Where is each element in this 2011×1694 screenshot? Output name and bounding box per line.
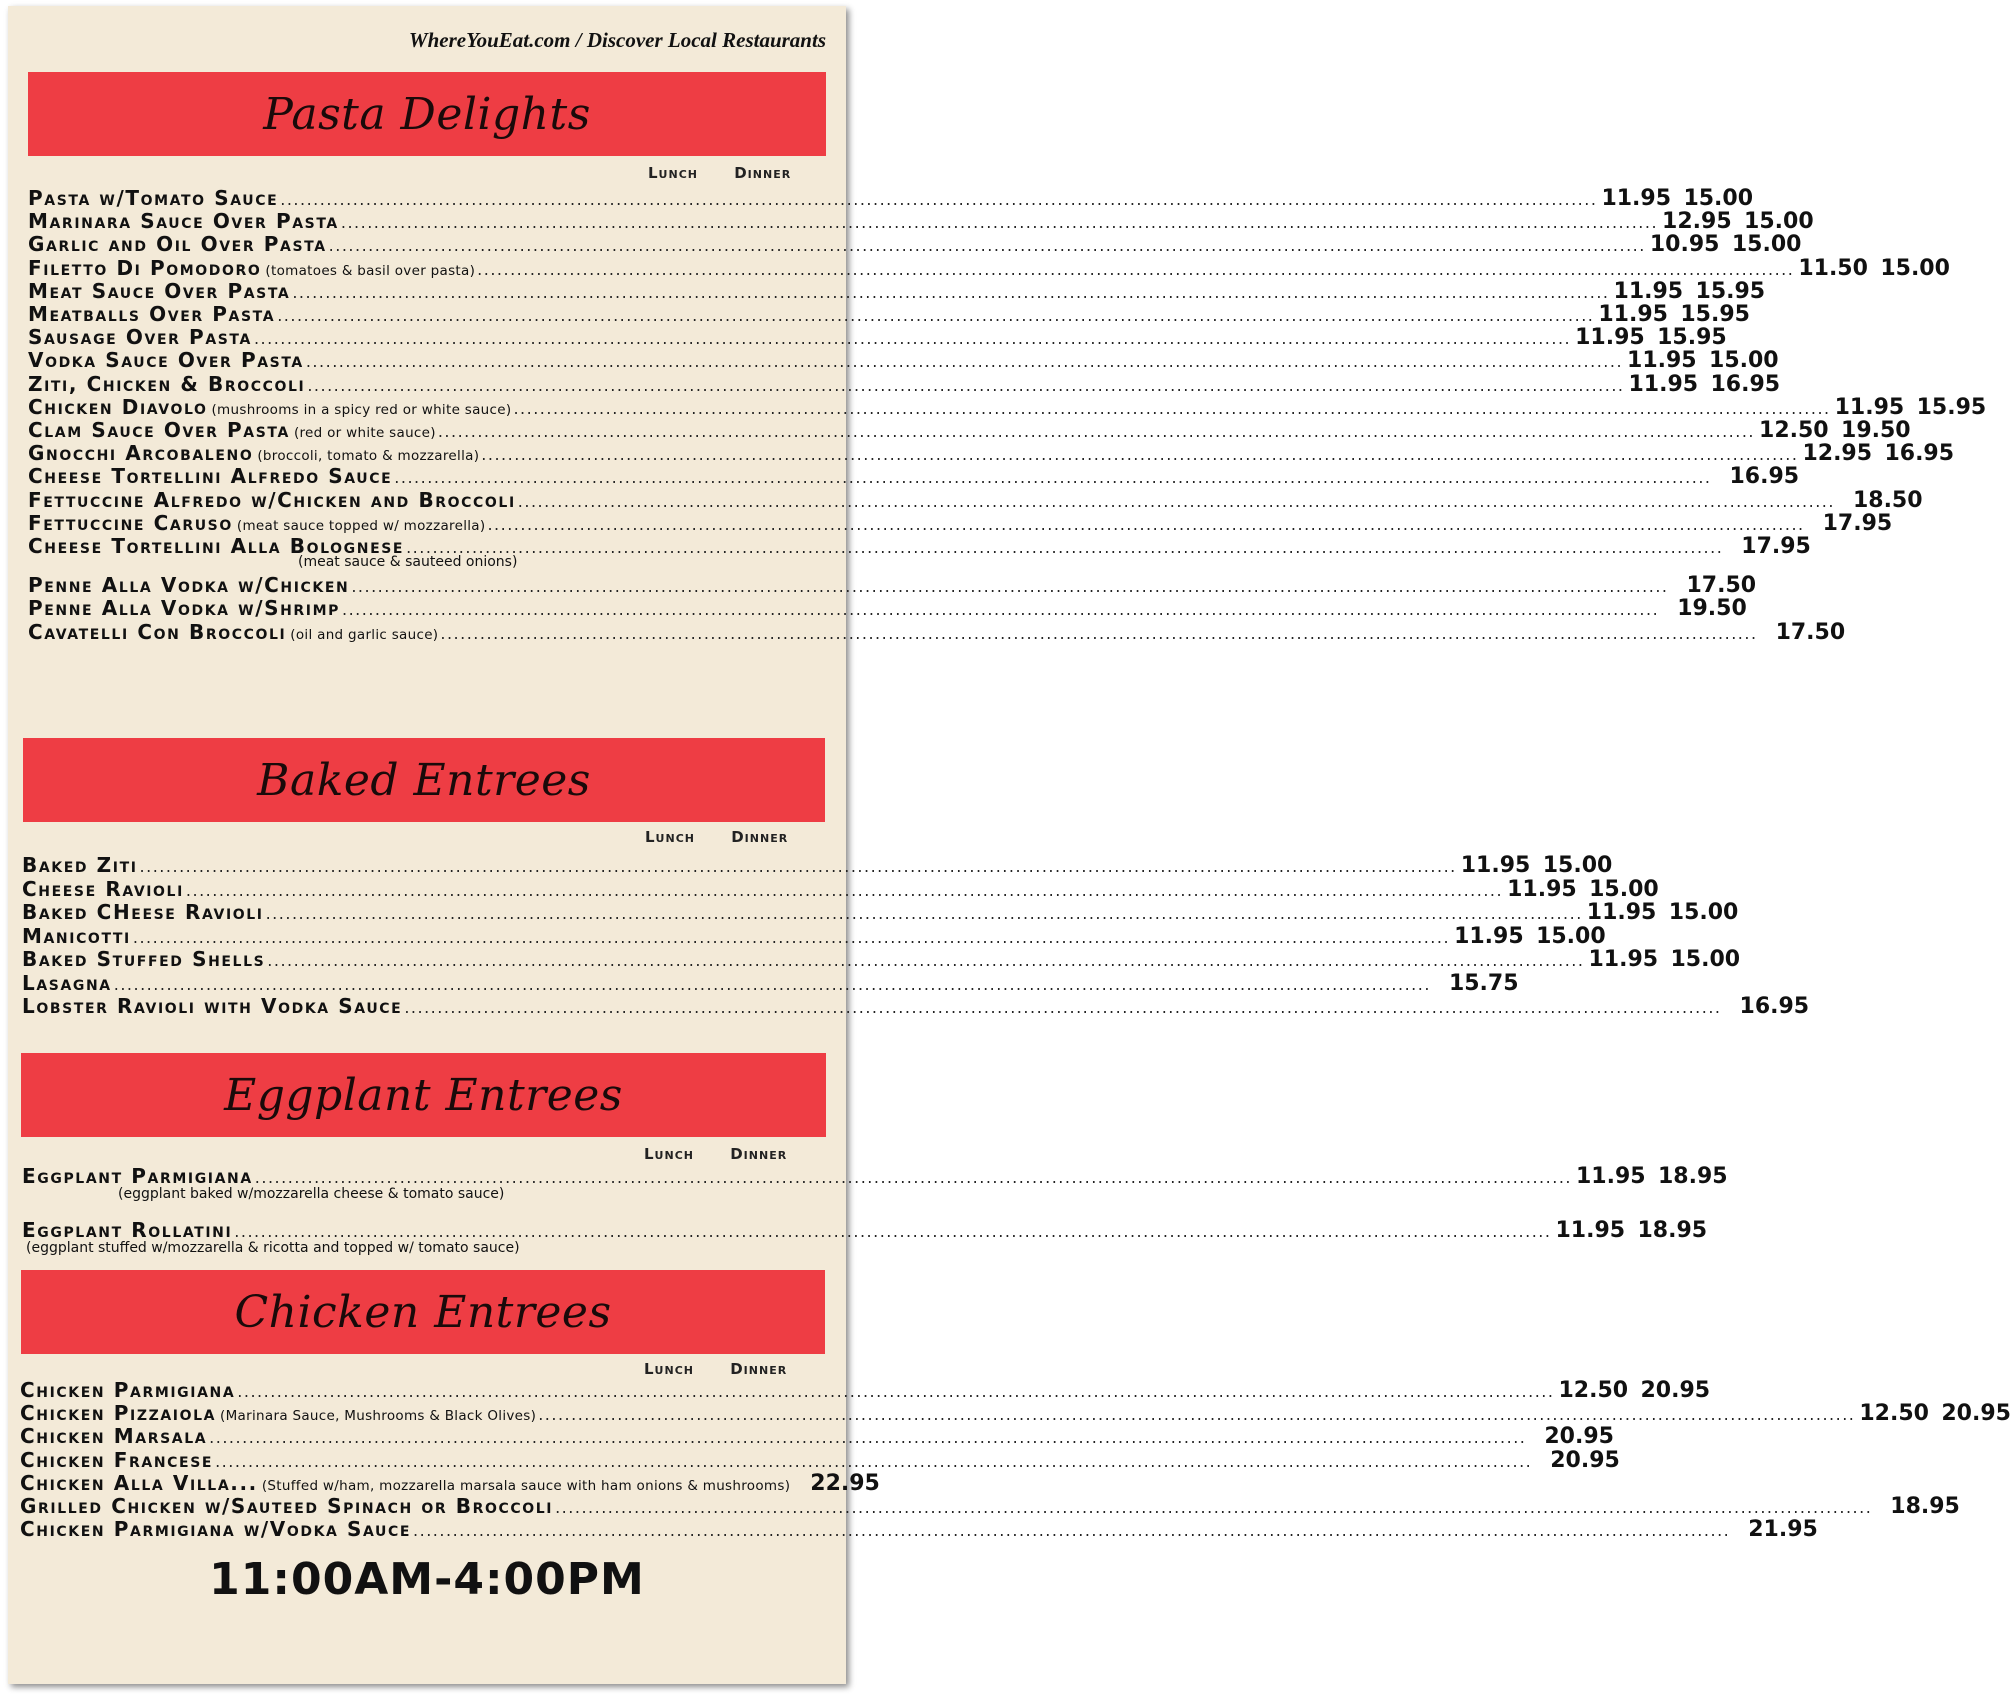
lunch-price: 11.95 xyxy=(1586,900,1657,925)
item-name: Baked CHeese Ravioli xyxy=(22,900,264,924)
menu-item xyxy=(28,255,1950,281)
dinner-price: 20.95 xyxy=(1550,1447,1620,1473)
column-headers xyxy=(645,828,788,846)
dinner-price: 17.95 xyxy=(1741,534,1811,559)
dot-leader: ........................................................................................................................................................................................................ xyxy=(277,306,1595,325)
dinner-price: 18.95 xyxy=(1657,1164,1728,1189)
menu-item xyxy=(28,186,1754,211)
dinner-header: Dinner xyxy=(731,828,789,846)
lunch-price: 11.95 xyxy=(1834,394,1905,420)
dinner-price: 15.00 xyxy=(1880,255,1950,281)
item-name: Sausage Over Pasta xyxy=(28,325,252,350)
item-note: (Marinara Sauce, Mushrooms & Black Olives) xyxy=(220,1408,537,1425)
item-name: Chicken Diavolo xyxy=(28,394,208,419)
menu-item xyxy=(28,209,1814,235)
item-name: Lasagna xyxy=(22,970,112,995)
menu-item xyxy=(28,487,1923,513)
lunch-price: 11.95 xyxy=(1627,348,1697,374)
dinner-price: 15.95 xyxy=(1680,302,1750,327)
lunch-price: 11.95 xyxy=(1598,302,1668,327)
dinner-header: Dinner xyxy=(730,1145,788,1163)
item-name: Manicotti xyxy=(22,923,131,948)
item-subnote: (eggplant baked w/mozzarella cheese & tomato sauce) xyxy=(118,1186,505,1202)
dot-leader: ........................................................................................................................................................................................................ xyxy=(404,998,1722,1017)
lunch-price: 11.95 xyxy=(1575,325,1645,351)
section-title: Chicken Entrees xyxy=(234,1286,612,1338)
section-banner-chicken xyxy=(21,1270,825,1354)
item-name: Cheese Tortellini Alla Bolognese xyxy=(28,534,405,558)
section-banner-eggplant xyxy=(21,1053,826,1137)
section-banner-baked xyxy=(23,738,825,822)
dinner-price: 20.95 xyxy=(1941,1401,2011,1427)
item-name: Garlic and Oil Over Pasta xyxy=(28,232,327,257)
lunch-price: 11.95 xyxy=(1575,1164,1646,1189)
menu-item xyxy=(20,1517,1818,1543)
dot-leader: ........................................................................................................................................................................................................ xyxy=(413,1521,1731,1541)
item-name: Vodka Sauce Over Pasta xyxy=(28,348,304,373)
item-note: (Stuffed w/ham, mozzarella marsala sauce with ham onions & mushrooms) xyxy=(261,1477,791,1494)
item-name: Gnocchi Arcobaleno xyxy=(28,441,254,466)
dot-leader: ........................................................................................................................................................................................................ xyxy=(254,1168,1572,1187)
item-name: Grilled Chicken w/Sauteed Spinach or Broccoli xyxy=(20,1494,554,1518)
dot-leader: ........................................................................................................................................................................................................ xyxy=(267,951,1585,970)
dot-leader: ........................................................................................................................................................................................................ xyxy=(209,1428,1527,1448)
dinner-price: 15.00 xyxy=(1744,209,1814,235)
dot-leader: ........................................................................................................................................................................................................ xyxy=(265,904,1583,923)
item-name: Fettuccine Caruso xyxy=(28,510,233,535)
dot-leader: ........................................................................................................................................................................................................ xyxy=(555,1498,1873,1517)
item-name: Lobster Ravioli with Vodka Sauce xyxy=(22,994,403,1018)
dot-leader: ........................................................................................................................................................................................................ xyxy=(437,422,1756,441)
dot-leader: ........................................................................................................................................................................................................ xyxy=(292,282,1610,302)
item-note: (broccoli, tomato & mozzarella) xyxy=(257,448,480,465)
dinner-price: 17.50 xyxy=(1775,619,1846,645)
lunch-price: 11.95 xyxy=(1613,278,1684,304)
lunch-price: 12.95 xyxy=(1802,441,1873,467)
dinner-price: 15.00 xyxy=(1670,947,1741,972)
item-name: Pasta w/Tomato Sauce xyxy=(28,186,279,210)
menu-item xyxy=(22,994,1810,1019)
dinner-price: 16.95 xyxy=(1710,371,1781,397)
menu-item xyxy=(20,1447,1620,1473)
item-name: Cheese Tortellini Alfredo Sauce xyxy=(28,464,393,489)
item-name: Clam Sauce Over Pasta xyxy=(28,418,290,442)
menu-item xyxy=(28,348,1779,374)
lunch-price: 11.50 xyxy=(1798,255,1868,281)
dot-leader: ........................................................................................................................................................................................................ xyxy=(440,623,1758,643)
lunch-header: Lunch xyxy=(644,1145,694,1163)
dot-leader: ........................................................................................................................................................................................................ xyxy=(139,857,1457,876)
lunch-price: 12.50 xyxy=(1558,1378,1629,1403)
lunch-price: 12.50 xyxy=(1759,418,1829,443)
dot-leader: ........................................................................................................................................................................................................ xyxy=(234,1222,1552,1241)
dot-leader: ........................................................................................................................................................................................................ xyxy=(280,190,1598,209)
menu-item xyxy=(22,900,1739,925)
dot-leader: ........................................................................................................................................................................................................ xyxy=(185,880,1504,900)
lunch-price: 11.95 xyxy=(1588,947,1659,972)
item-name: Cheese Ravioli xyxy=(22,876,184,901)
lunch-price: 11.95 xyxy=(1454,923,1524,949)
menu-item xyxy=(20,1470,880,1496)
menu-item xyxy=(28,232,1802,258)
menu-item xyxy=(28,394,1987,420)
item-name: Eggplant Parmigiana xyxy=(22,1164,253,1188)
dot-leader: ........................................................................................................................................................................................................ xyxy=(406,538,1724,557)
lunch-price: 11.95 xyxy=(1555,1218,1626,1243)
menu-item xyxy=(20,1378,1711,1403)
item-name: Fettuccine Alfredo w/Chicken and Broccoli xyxy=(28,487,516,512)
dinner-price: 15.00 xyxy=(1668,900,1739,925)
dinner-price: 15.00 xyxy=(1589,876,1659,902)
lunch-price: 12.95 xyxy=(1662,209,1732,235)
menu-item xyxy=(28,325,1727,351)
dinner-price: 22.95 xyxy=(810,1470,880,1496)
item-name: Eggplant Rollatini xyxy=(22,1218,233,1242)
dot-leader: ........................................................................................................................................................................................................ xyxy=(328,236,1646,256)
menu-item xyxy=(22,853,1613,878)
dinner-price: 17.50 xyxy=(1686,573,1757,599)
menu-item xyxy=(28,596,1747,622)
dinner-price: 19.50 xyxy=(1677,596,1747,622)
lunch-price: 11.95 xyxy=(1507,876,1577,902)
dinner-price: 16.95 xyxy=(1729,464,1800,490)
section-title: Pasta Delights xyxy=(263,88,591,140)
dot-leader: ........................................................................................................................................................................................................ xyxy=(132,927,1451,947)
item-subnote: (meat sauce & sauteed onions) xyxy=(298,554,518,570)
menu-item xyxy=(22,1218,1708,1243)
dot-leader: ........................................................................................................................................................................................................ xyxy=(340,213,1659,233)
menu-item xyxy=(28,464,1800,490)
dinner-price: 15.00 xyxy=(1536,923,1606,949)
item-name: Chicken Francese xyxy=(20,1447,214,1472)
dot-leader: ........................................................................................................................................................................................................ xyxy=(113,974,1431,994)
item-name: Chicken Pizzaiola xyxy=(20,1401,217,1426)
lunch-price: 11.95 xyxy=(1628,371,1699,397)
dinner-price: 16.95 xyxy=(1884,441,1955,467)
menu-item xyxy=(28,573,1757,599)
column-headers xyxy=(648,164,791,182)
dinner-price: 15.00 xyxy=(1709,348,1779,374)
dot-leader: ........................................................................................................................................................................................................ xyxy=(487,514,1805,534)
dot-leader: ........................................................................................................................................................................................................ xyxy=(342,600,1660,620)
menu-page xyxy=(8,6,2011,1684)
menu-item xyxy=(22,947,1741,972)
menu-item xyxy=(28,619,1846,645)
item-name: Chicken Alla Villa... xyxy=(20,1470,258,1495)
menu-item xyxy=(20,1424,1614,1450)
menu-item xyxy=(22,1164,1728,1189)
lunch-price: 11.95 xyxy=(1460,853,1531,878)
item-note: (mushrooms in a spicy red or white sauce) xyxy=(211,401,512,418)
item-name: Meat Sauce Over Pasta xyxy=(28,278,291,303)
item-name: Penne Alla Vodka w/Chicken xyxy=(28,573,350,598)
item-note: (meat sauce topped w/ mozzarella) xyxy=(236,517,486,534)
section-title: Eggplant Entrees xyxy=(224,1069,623,1121)
item-name: Marinara Sauce Over Pasta xyxy=(28,209,339,234)
dinner-price: 21.95 xyxy=(1748,1517,1818,1543)
dinner-price: 15.95 xyxy=(1916,394,1987,420)
dinner-header: Dinner xyxy=(734,164,792,182)
item-name: Chicken Parmigiana w/Vodka Sauce xyxy=(20,1517,412,1542)
dot-leader: ........................................................................................................................................................................................................ xyxy=(351,577,1669,597)
menu-item xyxy=(28,371,1781,397)
item-name: Baked Stuffed Shells xyxy=(22,947,266,971)
item-subnote: (eggplant stuffed w/mozzarella & ricotta and topped w/ tomato sauce) xyxy=(26,1240,520,1256)
dinner-price: 18.95 xyxy=(1637,1218,1708,1243)
watermark: WhereYouEat.com / Discover Local Restaurants xyxy=(408,28,826,52)
lunch-price: 12.50 xyxy=(1859,1401,1929,1427)
dot-leader: ........................................................................................................................................................................................................ xyxy=(305,352,1624,372)
menu-item xyxy=(22,876,1659,902)
lunch-header: Lunch xyxy=(648,164,698,182)
lunch-header: Lunch xyxy=(644,1360,694,1378)
dinner-price: 20.95 xyxy=(1640,1378,1711,1403)
item-name: Chicken Marsala xyxy=(20,1424,208,1449)
menu-item xyxy=(20,1401,2011,1427)
column-headers xyxy=(644,1145,787,1163)
column-headers xyxy=(644,1360,787,1378)
dot-leader: ........................................................................................................................................................................................................ xyxy=(477,259,1795,279)
menu-item xyxy=(20,1494,1960,1519)
item-note: (tomatoes & basil over pasta) xyxy=(265,262,476,279)
dinner-price: 18.50 xyxy=(1852,487,1923,513)
dot-leader: ........................................................................................................................................................................................................ xyxy=(394,468,1712,488)
dot-leader: ........................................................................................................................................................................................................ xyxy=(517,491,1835,511)
item-name: Ziti, Chicken & Broccoli xyxy=(28,371,306,396)
dot-leader: ........................................................................................................................................................................................................ xyxy=(253,329,1572,349)
dinner-price: 18.95 xyxy=(1890,1494,1960,1519)
dinner-price: 19.50 xyxy=(1841,418,1911,443)
item-name: Baked Ziti xyxy=(22,853,138,877)
dinner-price: 20.95 xyxy=(1544,1424,1614,1450)
dinner-price: 16.95 xyxy=(1739,994,1810,1019)
lunch-price: 11.95 xyxy=(1601,186,1672,211)
lunch-price: 10.95 xyxy=(1649,232,1720,258)
section-banner-pasta xyxy=(28,72,826,156)
dinner-price: 15.00 xyxy=(1731,232,1802,258)
menu-item xyxy=(28,441,1955,467)
item-name: Filetto Di Pomodoro xyxy=(28,255,262,280)
dinner-price: 15.95 xyxy=(1657,325,1727,351)
dot-leader: ........................................................................................................................................................................................................ xyxy=(481,445,1799,465)
dot-leader: ........................................................................................................................................................................................................ xyxy=(237,1382,1555,1401)
item-name: Meatballs Over Pasta xyxy=(28,302,276,326)
item-note: (red or white sauce) xyxy=(293,425,436,441)
dot-leader: ........................................................................................................................................................................................................ xyxy=(307,375,1625,395)
section-title: Baked Entrees xyxy=(257,754,591,806)
business-hours: 11:00AM-4:00PM xyxy=(209,1554,645,1605)
dinner-price: 15.95 xyxy=(1695,278,1766,304)
dot-leader: ........................................................................................................................................................................................................ xyxy=(215,1451,1533,1471)
dinner-price: 15.00 xyxy=(1542,853,1613,878)
dot-leader: ........................................................................................................................................................................................................ xyxy=(513,398,1831,418)
dinner-price: 17.95 xyxy=(1822,510,1893,536)
item-note: (oil and garlic sauce) xyxy=(290,626,439,643)
item-name: Cavatelli Con Broccoli xyxy=(28,619,287,644)
dinner-price: 15.75 xyxy=(1448,970,1519,996)
lunch-header: Lunch xyxy=(645,828,695,846)
menu-item xyxy=(28,278,1766,304)
item-name: Penne Alla Vodka w/Shrimp xyxy=(28,596,340,621)
dinner-header: Dinner xyxy=(730,1360,788,1378)
dinner-price: 15.00 xyxy=(1683,186,1754,211)
menu-item xyxy=(22,923,1606,949)
menu-item xyxy=(28,302,1750,327)
menu-item xyxy=(28,510,1893,536)
menu-item xyxy=(22,970,1519,996)
item-name: Chicken Parmigiana xyxy=(20,1378,236,1402)
menu-item xyxy=(28,418,1911,443)
dot-leader: ........................................................................................................................................................................................................ xyxy=(538,1405,1856,1425)
